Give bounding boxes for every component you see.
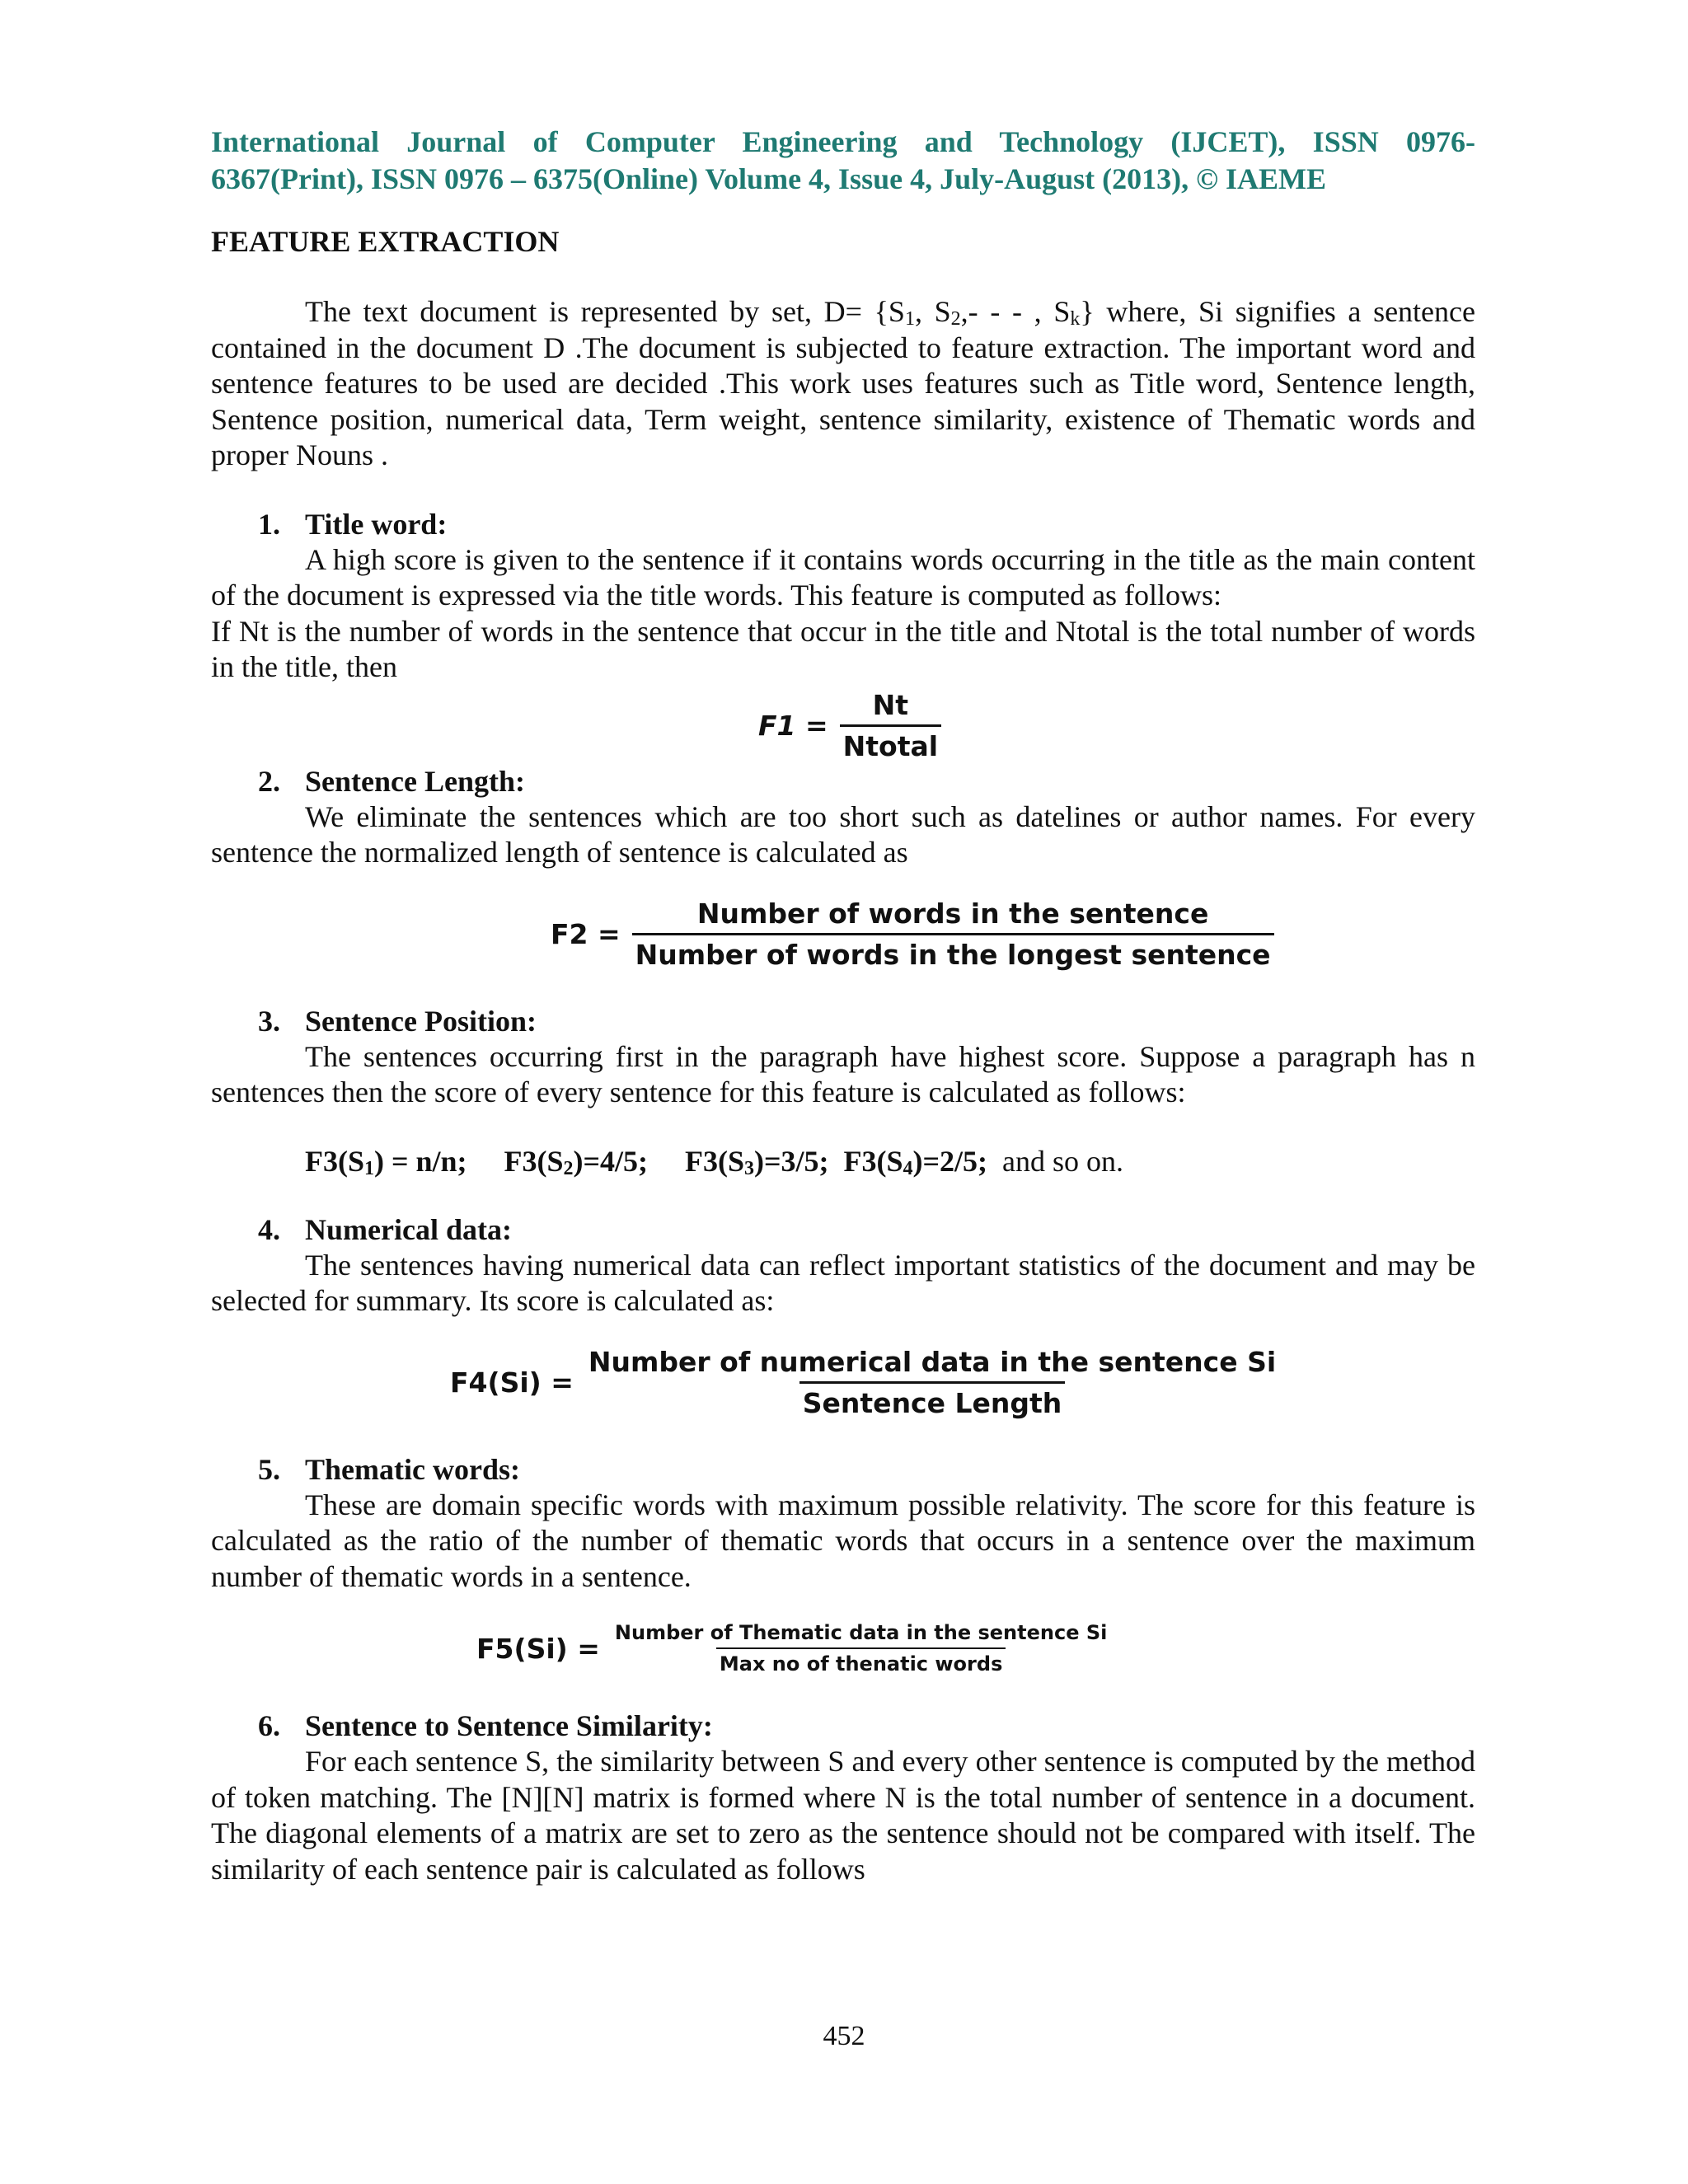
- item-heading-numerical-data: 4. Numerical data:: [258, 1212, 512, 1246]
- score-tail: and so on.: [1002, 1144, 1124, 1178]
- formula-f2-denominator: Number of words in the longest sentence: [632, 933, 1274, 971]
- formula-f4-fraction: [585, 1346, 1279, 1419]
- score-s3: $F3(S_3)=3/5$;: [685, 1144, 829, 1179]
- item-heading-sentence-position: 3. Sentence Position:: [258, 1004, 537, 1038]
- formula-f2-lhs: F2 =: [551, 917, 621, 950]
- formula-f5-numerator: Number of Thematic data in the sentence Si: [614, 1621, 1108, 1644]
- item-text-title-word: A high score is given to the sentence if it contains words occurring in the title as the main content of the document is expressed via the title words. This feature is computed as follows:: [211, 542, 1475, 612]
- section-title: FEATURE EXTRACTION: [211, 225, 560, 258]
- journal-header: [211, 124, 1475, 198]
- formula-f2-fraction: [632, 898, 1274, 971]
- item-heading-title-word: 1. Title word:: [258, 507, 448, 541]
- intro-paragraph: The text document is represented by set, $D= \{S_1$, $S_2,-$ - - , $S_k$} where, Si signifies a sentence contained in the document D .The document is subjected to feature extraction. The important word and sentence features to be used are decided .This work uses features such as Title word, Sentence length, Sentence position, numerical data, Term weight, sentence similarity, existence of Thematic words and proper Nouns .: [211, 295, 1475, 471]
- formula-f2: [211, 898, 1475, 971]
- formula-f4: [211, 1346, 1475, 1419]
- score-s1: $F3(S_1) = n/n$;: [305, 1144, 467, 1179]
- item-heading-sentence-length: 2. Sentence Length:: [258, 764, 525, 798]
- journal-header-line-1: International Journal of Computer Engineering and Technology (IJCET), ISSN 0976-: [211, 125, 1475, 158]
- item-text-thematic-words: These are domain specific words with maximum possible relativity. The score for this feature is calculated as the ratio of the number of thematic words that occurs in a sentence over the maximum number of thematic words in a sentence.: [211, 1488, 1475, 1593]
- sentence-position-scores: [211, 1144, 1475, 1179]
- score-s4: $F3(S_4)=2/5$;: [843, 1144, 988, 1179]
- journal-header-line-2: 6367(Print), ISSN 0976 – 6375(Online) Volume 4, Issue 4, July-August (2013), © IAEME: [211, 162, 1327, 195]
- formula-f4-lhs: F4(Si) =: [450, 1366, 574, 1399]
- item-text-sentence-position: The sentences occurring first in the paragraph have highest score. Suppose a paragraph has n sentences then the score of every sentence for this feature is calculated as follows:: [211, 1039, 1475, 1108]
- formula-f5-denominator: Max no of thenatic words: [716, 1647, 1006, 1675]
- item-text-title-word-2: If Nt is the number of words in the sentence that occur in the title and Ntotal is the total number of words in the title, then: [211, 614, 1475, 683]
- score-s2: $F3(S_2)=4/5$;: [504, 1144, 649, 1179]
- page-number: 452: [823, 2021, 865, 2051]
- formula-f5-fraction: [612, 1621, 1110, 1675]
- formula-f1-denominator: Ntotal: [840, 724, 941, 762]
- item-heading-thematic-words: 5. Thematic words:: [258, 1452, 520, 1486]
- formula-f4-numerator: Number of numerical data in the sentence Si: [588, 1345, 1277, 1378]
- formula-f1: [211, 689, 1475, 762]
- formula-f1-numerator: Nt: [872, 688, 909, 721]
- item-heading-sentence-similarity: 6. Sentence to Sentence Similarity:: [258, 1709, 713, 1742]
- formula-f1-lhs: F1 =: [758, 709, 828, 742]
- formula-f1-fraction: [840, 689, 941, 762]
- formula-f4-denominator: Sentence Length: [799, 1381, 1066, 1419]
- formula-f5-lhs: F5(Si) =: [476, 1632, 600, 1665]
- item-text-numerical-data: The sentences having numerical data can reflect important statistics of the document and may be selected for summary. Its score is calculated as:: [211, 1248, 1475, 1317]
- formula-f5: [211, 1621, 1475, 1675]
- page-body: [211, 124, 1475, 1887]
- item-text-sentence-similarity: For each sentence S, the similarity between S and every other sentence is computed by the method of token matching. The [N][N] matrix is formed where N is the total number of sentence in a document. The diagonal elements of a matrix are set to zero as the sentence should not be compared with itself. The similarity of each sentence pair is calculated as follows: [211, 1745, 1475, 1886]
- formula-f2-numerator: Number of words in the sentence: [696, 897, 1209, 930]
- item-text-sentence-length: We eliminate the sentences which are too short such as datelines or author names. For every sentence the normalized length of sentence is calculated as: [211, 799, 1475, 869]
